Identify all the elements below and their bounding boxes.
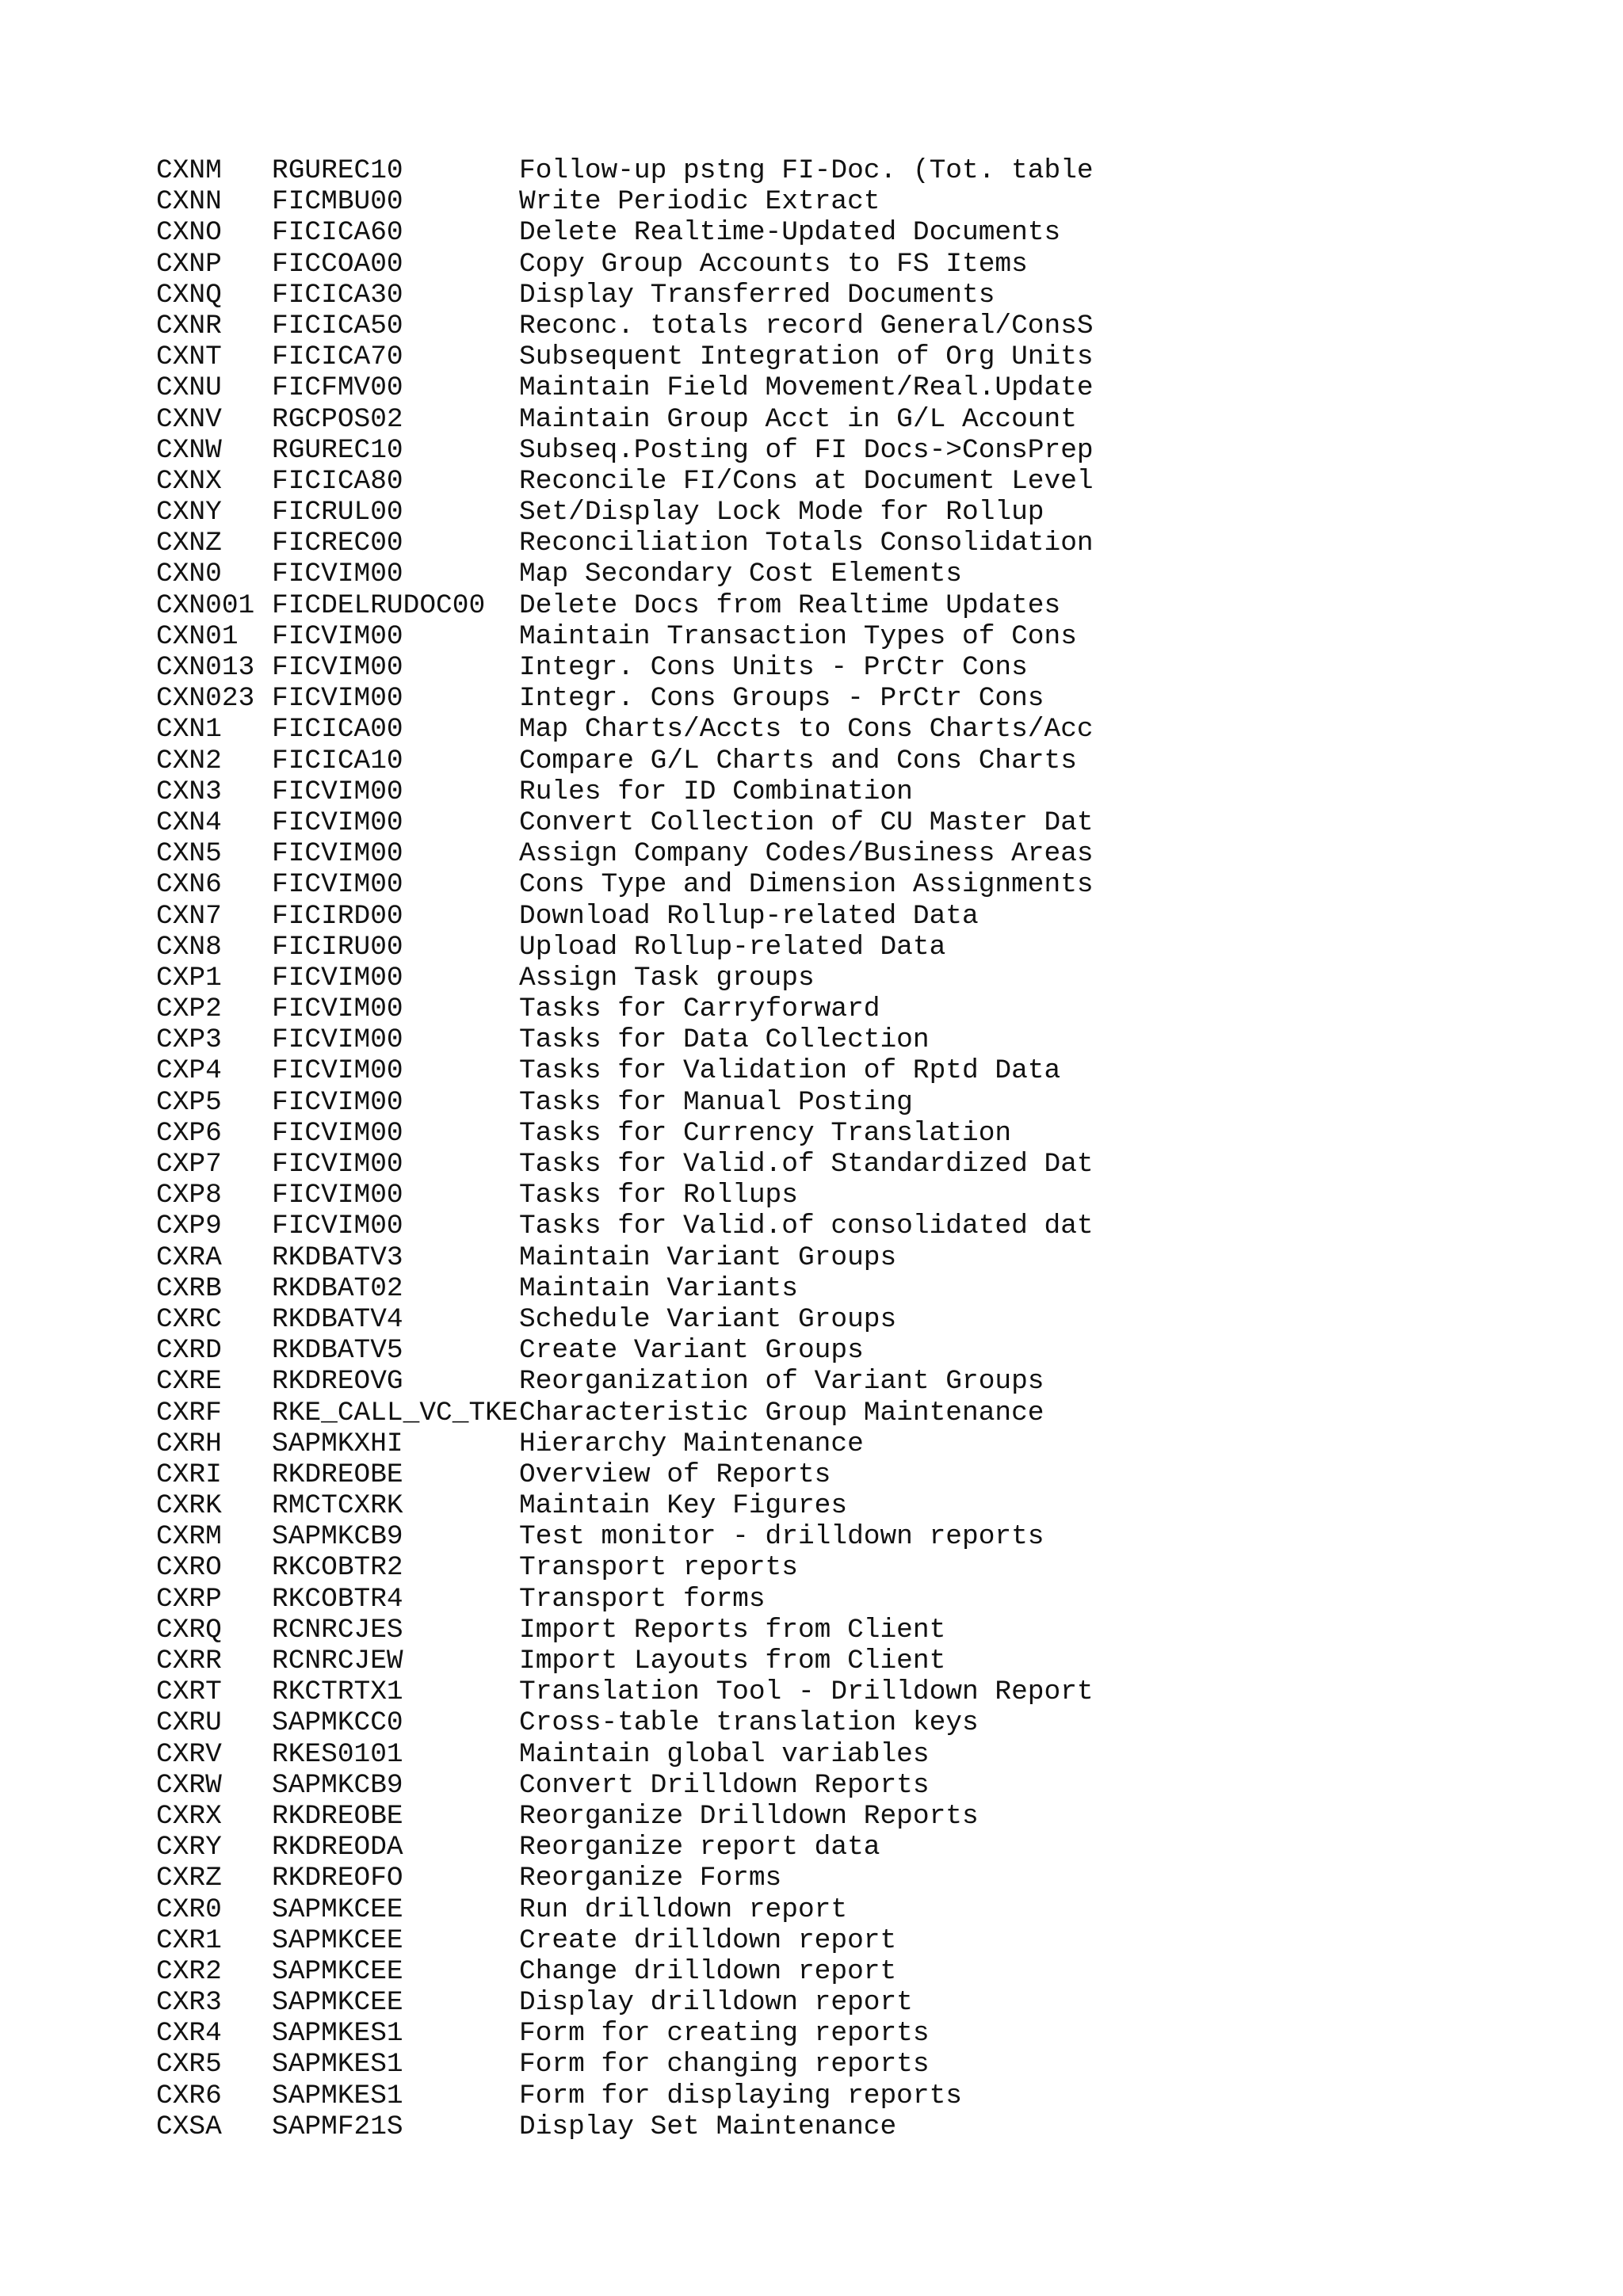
list-item xyxy=(156,932,1464,963)
transaction-code: CXRE xyxy=(156,1366,222,1398)
transaction-code: CXR0 xyxy=(156,1894,222,1925)
transaction-code: CXN7 xyxy=(156,900,222,932)
program-name: RKDREOVG xyxy=(272,1366,403,1398)
program-name: RGUREC10 xyxy=(272,155,403,186)
program-name: RCNRCJES xyxy=(272,1614,403,1646)
transaction-description: Change drilldown report xyxy=(519,1955,897,1987)
transaction-code: CXNV xyxy=(156,403,222,435)
transaction-code: CXNO xyxy=(156,217,222,249)
transaction-description: Subseq.Posting of FI Docs->ConsPrep xyxy=(519,434,1094,466)
transaction-code: CXR4 xyxy=(156,2018,222,2050)
transaction-description: Maintain Group Acct in G/L Account xyxy=(519,403,1077,435)
transaction-description: Delete Realtime-Updated Documents xyxy=(519,217,1061,249)
transaction-code: CXN4 xyxy=(156,807,222,838)
transaction-code: CXR5 xyxy=(156,2049,222,2081)
program-name: FICICA30 xyxy=(272,279,403,311)
transaction-description: Map Charts/Accts to Cons Charts/Acc xyxy=(519,714,1094,746)
list-item xyxy=(156,838,1464,869)
list-item xyxy=(156,869,1464,900)
program-name: FICVIM00 xyxy=(272,776,403,807)
list-item xyxy=(156,1398,1464,1428)
transaction-description: Translation Tool - Drilldown Report xyxy=(519,1676,1094,1708)
transaction-code: CXNX xyxy=(156,465,222,497)
list-item xyxy=(156,559,1464,589)
list-item xyxy=(156,186,1464,217)
transaction-code: CXN3 xyxy=(156,776,222,807)
transaction-description: Tasks for Currency Translation xyxy=(519,1117,1012,1149)
transaction-code: CXRA xyxy=(156,1241,222,1273)
program-name: FICFMV00 xyxy=(272,372,403,404)
transaction-description: Display Transferred Documents xyxy=(519,279,995,311)
transaction-description: Hierarchy Maintenance xyxy=(519,1428,864,1459)
program-name: FICICA70 xyxy=(272,341,403,373)
list-item xyxy=(156,497,1464,528)
transaction-code: CXN013 xyxy=(156,652,255,683)
program-name: FICVIM00 xyxy=(272,1055,403,1087)
program-name: SAPMF21S xyxy=(272,2111,403,2142)
program-name: RKDBATV3 xyxy=(272,1241,403,1273)
transaction-description: Set/Display Lock Mode for Rollup xyxy=(519,497,1044,528)
transaction-description: Convert Collection of CU Master Dat xyxy=(519,807,1094,838)
transaction-code: CXN8 xyxy=(156,931,222,963)
program-name: RGCPOS02 xyxy=(272,403,403,435)
transaction-code: CXRT xyxy=(156,1676,222,1708)
program-name: FICVIM00 xyxy=(272,869,403,901)
transaction-description: Run drilldown report xyxy=(519,1894,848,1925)
transaction-code: CXRW xyxy=(156,1769,222,1801)
transaction-code: CXRB xyxy=(156,1272,222,1304)
program-name: RCNRCJEW xyxy=(272,1646,403,1676)
transaction-description: Form for displaying reports xyxy=(519,2080,962,2111)
program-name: RKDBATV4 xyxy=(272,1303,403,1335)
list-item xyxy=(156,1987,1464,2018)
program-name: FICVIM00 xyxy=(272,1211,403,1242)
list-item xyxy=(156,404,1464,435)
list-item xyxy=(156,155,1464,186)
transaction-code: CXNY xyxy=(156,497,222,528)
list-item xyxy=(156,1087,1464,1118)
program-name: RKDBAT02 xyxy=(272,1272,403,1304)
program-name: RKDREOBE xyxy=(272,1459,403,1490)
list-item xyxy=(156,683,1464,714)
program-name: FICVIM00 xyxy=(272,807,403,838)
program-name: RKCOBTR2 xyxy=(272,1552,403,1584)
program-name: FICVIM00 xyxy=(272,994,403,1025)
list-item xyxy=(156,1770,1464,1801)
list-item xyxy=(156,1304,1464,1335)
transaction-description: Transport reports xyxy=(519,1552,798,1584)
transaction-description: Form for changing reports xyxy=(519,2049,930,2081)
transaction-code: CXR2 xyxy=(156,1955,222,1987)
transaction-code: CXRO xyxy=(156,1552,222,1584)
list-item xyxy=(156,1490,1464,1521)
transaction-description: Tasks for Carryforward xyxy=(519,994,880,1025)
transaction-code: CXRR xyxy=(156,1646,222,1676)
program-name: FICICA50 xyxy=(272,310,403,341)
list-item xyxy=(156,249,1464,280)
transaction-description: Tasks for Rollups xyxy=(519,1180,798,1211)
transaction-description: Transport forms xyxy=(519,1583,766,1615)
list-item xyxy=(156,1521,1464,1552)
transaction-description: Create Variant Groups xyxy=(519,1335,864,1367)
transaction-description: Maintain global variables xyxy=(519,1738,930,1770)
list-item xyxy=(156,1366,1464,1397)
list-item xyxy=(156,1863,1464,1894)
list-item xyxy=(156,2018,1464,2049)
transaction-code: CXN1 xyxy=(156,714,222,746)
program-name: SAPMKCB9 xyxy=(272,1769,403,1801)
program-name: RGUREC10 xyxy=(272,434,403,466)
transaction-description: Reorganize Drilldown Reports xyxy=(519,1800,979,1832)
transaction-code: CXNU xyxy=(156,372,222,404)
transaction-code: CXRY xyxy=(156,1832,222,1863)
program-name: RKE_CALL_VC_TKE xyxy=(272,1397,518,1428)
transaction-description: Display drilldown report xyxy=(519,1987,913,2019)
transaction-description: Assign Company Codes/Business Areas xyxy=(519,838,1094,870)
transaction-code: CXNW xyxy=(156,434,222,466)
list-item xyxy=(156,590,1464,621)
transaction-code: CXP2 xyxy=(156,994,222,1025)
transaction-description: Compare G/L Charts and Cons Charts xyxy=(519,745,1077,776)
list-item xyxy=(156,621,1464,652)
program-name: FICIRU00 xyxy=(272,931,403,963)
transaction-description: Cons Type and Dimension Assignments xyxy=(519,869,1094,901)
transaction-code: CXN023 xyxy=(156,683,255,715)
list-item xyxy=(156,528,1464,559)
transaction-description: Delete Docs from Realtime Updates xyxy=(519,589,1061,621)
program-name: SAPMKCC0 xyxy=(272,1707,403,1739)
transaction-code: CXR1 xyxy=(156,1924,222,1956)
transaction-code: CXN001 xyxy=(156,589,255,621)
list-item xyxy=(156,963,1464,994)
transaction-description: Test monitor - drilldown reports xyxy=(519,1521,1044,1553)
transaction-description: Subsequent Integration of Org Units xyxy=(519,341,1094,373)
program-name: FICVIM00 xyxy=(272,1149,403,1180)
list-item xyxy=(156,341,1464,372)
transaction-description: Reconcile FI/Cons at Document Level xyxy=(519,465,1094,497)
transaction-description: Tasks for Valid.of Standardized Dat xyxy=(519,1149,1094,1180)
program-name: SAPMKXHI xyxy=(272,1428,403,1459)
transaction-code: CXNN xyxy=(156,186,222,218)
program-name: FICICA10 xyxy=(272,745,403,776)
list-item xyxy=(156,1801,1464,1832)
transaction-description: Download Rollup-related Data xyxy=(519,900,979,932)
transaction-description: Write Periodic Extract xyxy=(519,186,880,218)
transaction-code: CXP7 xyxy=(156,1149,222,1180)
transaction-listing xyxy=(156,155,1464,2142)
program-name: RKCOBTR4 xyxy=(272,1583,403,1615)
program-name: SAPMKCB9 xyxy=(272,1521,403,1553)
program-name: SAPMKES1 xyxy=(272,2080,403,2111)
list-item xyxy=(156,217,1464,248)
program-name: FICVIM00 xyxy=(272,559,403,590)
list-item xyxy=(156,1055,1464,1086)
program-name: SAPMKCEE xyxy=(272,1894,403,1925)
transaction-code: CXN5 xyxy=(156,838,222,870)
transaction-description: Tasks for Valid.of consolidated dat xyxy=(519,1211,1094,1242)
transaction-description: Assign Task groups xyxy=(519,962,815,994)
list-item xyxy=(156,1584,1464,1615)
list-item xyxy=(156,1242,1464,1273)
program-name: FICMBU00 xyxy=(272,186,403,218)
program-name: RKCTRTX1 xyxy=(272,1676,403,1708)
program-name: RKDREOBE xyxy=(272,1800,403,1832)
list-item xyxy=(156,1118,1464,1149)
list-item xyxy=(156,1676,1464,1707)
transaction-description: Create drilldown report xyxy=(519,1924,897,1956)
program-name: SAPMKES1 xyxy=(272,2018,403,2050)
transaction-description: Maintain Key Figures xyxy=(519,1490,848,1522)
transaction-code: CXR3 xyxy=(156,1987,222,2019)
transaction-code: CXNQ xyxy=(156,279,222,311)
program-name: SAPMKCEE xyxy=(272,1987,403,2019)
list-item xyxy=(156,280,1464,311)
transaction-code: CXRU xyxy=(156,1707,222,1739)
transaction-description: Maintain Variants xyxy=(519,1272,798,1304)
transaction-description: Maintain Variant Groups xyxy=(519,1241,897,1273)
transaction-code: CXRQ xyxy=(156,1614,222,1646)
program-name: RKES0101 xyxy=(272,1738,403,1770)
transaction-code: CXN0 xyxy=(156,559,222,590)
transaction-description: Tasks for Manual Posting xyxy=(519,1086,913,1118)
transaction-code: CXP3 xyxy=(156,1024,222,1056)
list-item xyxy=(156,1024,1464,1055)
transaction-code: CXRK xyxy=(156,1490,222,1522)
transaction-code: CXP9 xyxy=(156,1211,222,1242)
transaction-description: Integr. Cons Groups - PrCtr Cons xyxy=(519,683,1044,715)
list-item xyxy=(156,652,1464,683)
list-item xyxy=(156,746,1464,776)
transaction-code: CXP4 xyxy=(156,1055,222,1087)
program-name: FICVIM00 xyxy=(272,1180,403,1211)
program-name: FICIRD00 xyxy=(272,900,403,932)
program-name: RKDBATV5 xyxy=(272,1335,403,1367)
transaction-code: CXP1 xyxy=(156,962,222,994)
transaction-code: CXP8 xyxy=(156,1180,222,1211)
program-name: FICVIM00 xyxy=(272,1117,403,1149)
program-name: SAPMKES1 xyxy=(272,2049,403,2081)
list-item xyxy=(156,372,1464,403)
list-item xyxy=(156,1211,1464,1241)
transaction-code: CXRP xyxy=(156,1583,222,1615)
program-name: FICVIM00 xyxy=(272,838,403,870)
transaction-code: CXRM xyxy=(156,1521,222,1553)
transaction-description: Upload Rollup-related Data xyxy=(519,931,946,963)
list-item xyxy=(156,994,1464,1024)
transaction-description: Reconciliation Totals Consolidation xyxy=(519,528,1094,559)
program-name: FICICA00 xyxy=(272,714,403,746)
list-item xyxy=(156,1335,1464,1366)
transaction-description: Copy Group Accounts to FS Items xyxy=(519,248,1028,280)
list-item xyxy=(156,1739,1464,1770)
list-item xyxy=(156,1615,1464,1646)
transaction-description: Map Secondary Cost Elements xyxy=(519,559,962,590)
program-name: FICVIM00 xyxy=(272,620,403,652)
transaction-description: Tasks for Validation of Rptd Data xyxy=(519,1055,1061,1087)
list-item xyxy=(156,1707,1464,1738)
list-item xyxy=(156,1956,1464,1987)
list-item xyxy=(156,1273,1464,1304)
transaction-description: Maintain Transaction Types of Cons xyxy=(519,620,1077,652)
transaction-description: Tasks for Data Collection xyxy=(519,1024,930,1056)
program-name: FICVIM00 xyxy=(272,962,403,994)
list-item xyxy=(156,1552,1464,1583)
transaction-code: CXRX xyxy=(156,1800,222,1832)
list-item xyxy=(156,1646,1464,1676)
transaction-code: CXNP xyxy=(156,248,222,280)
transaction-description: Reorganize Forms xyxy=(519,1863,782,1894)
list-item xyxy=(156,901,1464,932)
list-item xyxy=(156,2049,1464,2080)
list-item xyxy=(156,2081,1464,2111)
transaction-description: Cross-table translation keys xyxy=(519,1707,979,1739)
transaction-code: CXP5 xyxy=(156,1086,222,1118)
transaction-code: CXRD xyxy=(156,1335,222,1367)
transaction-description: Characteristic Group Maintenance xyxy=(519,1397,1044,1428)
transaction-description: Display Set Maintenance xyxy=(519,2111,897,2142)
program-name: FICICA80 xyxy=(272,465,403,497)
transaction-code: CXSA xyxy=(156,2111,222,2142)
transaction-description: Import Layouts from Client xyxy=(519,1646,946,1676)
program-name: FICICA60 xyxy=(272,217,403,249)
list-item xyxy=(156,2111,1464,2142)
list-item xyxy=(156,714,1464,745)
transaction-code: CXRH xyxy=(156,1428,222,1459)
list-item xyxy=(156,466,1464,497)
list-item xyxy=(156,1180,1464,1211)
transaction-code: CXRI xyxy=(156,1459,222,1490)
list-item xyxy=(156,311,1464,341)
list-item xyxy=(156,435,1464,466)
transaction-code: CXN6 xyxy=(156,869,222,901)
transaction-code: CXRV xyxy=(156,1738,222,1770)
program-name: RMCTCXRK xyxy=(272,1490,403,1522)
program-name: FICDELRUDOC00 xyxy=(272,589,486,621)
program-name: FICCOA00 xyxy=(272,248,403,280)
transaction-description: Import Reports from Client xyxy=(519,1614,946,1646)
transaction-description: Reorganize report data xyxy=(519,1832,880,1863)
program-name: FICVIM00 xyxy=(272,1024,403,1056)
transaction-code: CXN2 xyxy=(156,745,222,776)
transaction-description: Reconc. totals record General/ConsS xyxy=(519,310,1094,341)
transaction-description: Form for creating reports xyxy=(519,2018,930,2050)
transaction-description: Schedule Variant Groups xyxy=(519,1303,897,1335)
transaction-code: CXRC xyxy=(156,1303,222,1335)
list-item xyxy=(156,1832,1464,1863)
program-name: FICRUL00 xyxy=(272,497,403,528)
list-item xyxy=(156,1894,1464,1925)
transaction-description: Maintain Field Movement/Real.Update xyxy=(519,372,1094,404)
list-item xyxy=(156,776,1464,807)
transaction-description: Overview of Reports xyxy=(519,1459,831,1490)
program-name: RKDREODA xyxy=(272,1832,403,1863)
transaction-code: CXR6 xyxy=(156,2080,222,2111)
transaction-code: CXN01 xyxy=(156,620,239,652)
list-item xyxy=(156,1149,1464,1180)
program-name: FICVIM00 xyxy=(272,1086,403,1118)
transaction-description: Follow-up pstng FI-Doc. (Tot. table xyxy=(519,155,1094,186)
program-name: RKDREOFO xyxy=(272,1863,403,1894)
transaction-code: CXNZ xyxy=(156,528,222,559)
transaction-code: CXRZ xyxy=(156,1863,222,1894)
program-name: FICVIM00 xyxy=(272,683,403,715)
program-name: FICVIM00 xyxy=(272,652,403,683)
program-name: FICREC00 xyxy=(272,528,403,559)
transaction-description: Reorganization of Variant Groups xyxy=(519,1366,1044,1398)
transaction-code: CXNM xyxy=(156,155,222,186)
transaction-code: CXNT xyxy=(156,341,222,373)
list-item xyxy=(156,807,1464,838)
program-name: SAPMKCEE xyxy=(272,1955,403,1987)
transaction-code: CXNR xyxy=(156,310,222,341)
transaction-code: CXP6 xyxy=(156,1117,222,1149)
list-item xyxy=(156,1459,1464,1490)
program-name: SAPMKCEE xyxy=(272,1924,403,1956)
transaction-description: Convert Drilldown Reports xyxy=(519,1769,930,1801)
list-item xyxy=(156,1925,1464,1956)
transaction-code: CXRF xyxy=(156,1397,222,1428)
transaction-description: Rules for ID Combination xyxy=(519,776,913,807)
list-item xyxy=(156,1428,1464,1459)
transaction-description: Integr. Cons Units - PrCtr Cons xyxy=(519,652,1028,683)
